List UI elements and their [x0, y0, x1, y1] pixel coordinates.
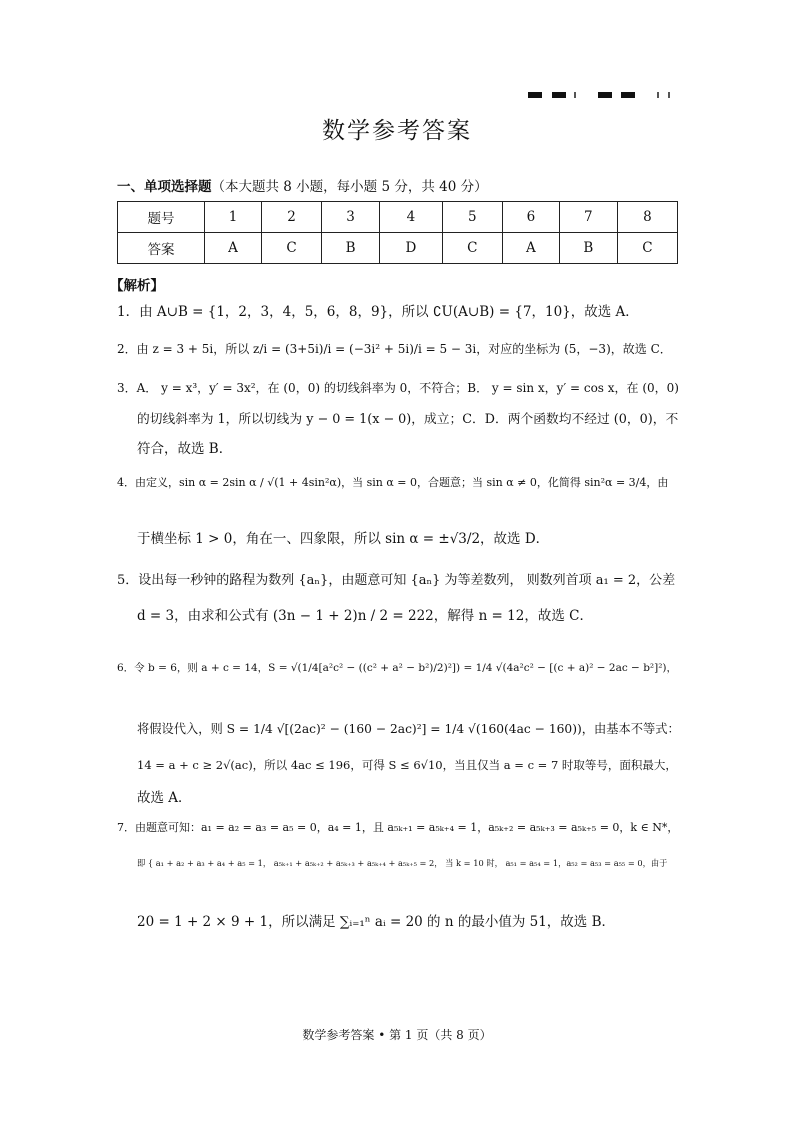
answer-cell: C	[442, 233, 502, 264]
header-mark	[668, 92, 670, 98]
question-number: 8	[617, 202, 677, 233]
solution-line-5-cont: d = 3，由求和公式有 (3n − 1 + 2)n / 2 = 222，解得 n = 12，故选 C．	[137, 608, 593, 624]
header-mark	[598, 92, 612, 98]
answer-cell: C	[262, 233, 322, 264]
header-mark	[657, 92, 659, 98]
solution-line-3-cont: 符合，故选 B．	[137, 441, 233, 457]
answer-cell: B	[559, 233, 617, 264]
question-number: 4	[380, 202, 443, 233]
solution-line-3-cont: 的切线斜率为 1，所以切线为 y − 0 = 1(x − 0)，成立；C．D．两个函数均不经过 (0，0)，不	[137, 412, 679, 427]
header-mark	[552, 92, 566, 98]
solution-line-4-cont: 于横坐标 1 > 0，角在一、四象限，所以 sin α = ±√3/2，故选 D．	[137, 531, 550, 547]
solution-line-6-cont: 故选 A．	[137, 790, 192, 806]
row-label-number: 题号	[118, 202, 205, 233]
question-number: 2	[262, 202, 322, 233]
section-note: （本大题共 8 小题，每小题 5 分，共 40 分）	[211, 179, 488, 195]
answer-cell: B	[322, 233, 380, 264]
solution-line-6-cont: 14 = a + c ≥ 2√(ac)，所以 4ac ≤ 196，可得 S ≤ 6√10，当且仅当 a = c = 7 时取等号，面积最大，	[137, 758, 677, 772]
header-mark	[621, 92, 635, 98]
header-mark	[528, 92, 542, 98]
solution-line-5: 5．设出每一秒钟的路程为数列 {aₙ}，由题意可知 {aₙ} 为等差数列， 则数列首项 a₁ = 2，公差	[117, 573, 676, 588]
answer-table	[117, 201, 678, 264]
solution-line-1: 1．由 A∪B = {1，2，3，4，5，6，8，9}，所以 ∁U(A∪B) = {7，10}，故选 A．	[117, 304, 639, 320]
page-title: 数学参考答案	[322, 118, 472, 144]
answer-cell: D	[380, 233, 443, 264]
page-footer: 数学参考答案 • 第 1 页（共 8 页）	[302, 1028, 492, 1042]
table-row	[118, 233, 678, 264]
question-number: 7	[559, 202, 617, 233]
answer-cell: A	[205, 233, 262, 264]
solution-line-7-cont: 即 { a₁ + a₂ + a₃ + a₄ + a₅ = 1， a₅ₖ₊₁ + a₅ₖ₊₂ + a₅ₖ₊₃ + a₅ₖ₊₄ + a₅ₖ₊₅ = 2， 当 k = 10 时， a₅₁ = a₅₄ = 1，a₅₂ = a₅₃ = a₅₅ = 0，由于	[137, 858, 668, 868]
solution-line-6-cont: 将假设代入，则 S = 1/4 √[(2ac)² − (160 − 2ac)²] = 1/4 √(160(4ac − 160))，由基本不等式：	[137, 722, 680, 736]
analysis-label: 【解析】	[110, 278, 164, 294]
row-label-answer: 答案	[118, 233, 205, 264]
header-marks	[528, 92, 678, 100]
solution-line-6: 6．令 b = 6，则 a + c = 14，S = √(1/4[a²c² − ((c² + a² − b²)/2)²]) = 1/4 √(4a²c² − [(c + a)² − 2ac − b²]²)，	[117, 662, 678, 674]
answer-cell: A	[502, 233, 559, 264]
solution-line-4: 4．由定义，sin α = 2sin α / √(1 + 4sin²α)，当 sin α = 0，合题意；当 sin α ≠ 0，化简得 sin²α = 3/4，由	[117, 476, 669, 489]
question-number: 6	[502, 202, 559, 233]
solution-line-3: 3．A． y = x³，y′ = 3x²，在 (0，0) 的切线斜率为 0，不符合；B． y = sin x，y′ = cos x，在 (0，0)	[117, 381, 679, 395]
solution-line-2: 2．由 z = 3 + 5i，所以 z/i = (3+5i)/i = (−3i² + 5i)/i = 5 − 3i，对应的坐标为 (5，−3)，故选 C．	[117, 342, 672, 356]
table-row	[118, 202, 678, 233]
solution-line-7: 7．由题意可知：a₁ = a₂ = a₃ = a₅ = 0，a₄ = 1，且 a₅ₖ₊₁ = a₅ₖ₊₄ = 1，a₅ₖ₊₂ = a₅ₖ₊₃ = a₅ₖ₊₅ = 0，k ∈ N*，	[117, 821, 679, 834]
solution-line-7-cont: 20 = 1 + 2 × 9 + 1，所以满足 ∑ᵢ₌₁ⁿ aᵢ = 20 的 n 的最小值为 51，故选 B．	[137, 914, 616, 930]
answer-cell: C	[617, 233, 677, 264]
question-number: 1	[205, 202, 262, 233]
question-number: 5	[442, 202, 502, 233]
section-heading	[117, 175, 488, 195]
header-mark	[574, 92, 576, 98]
question-number: 3	[322, 202, 380, 233]
section-title: 一、单项选择题	[117, 179, 212, 195]
